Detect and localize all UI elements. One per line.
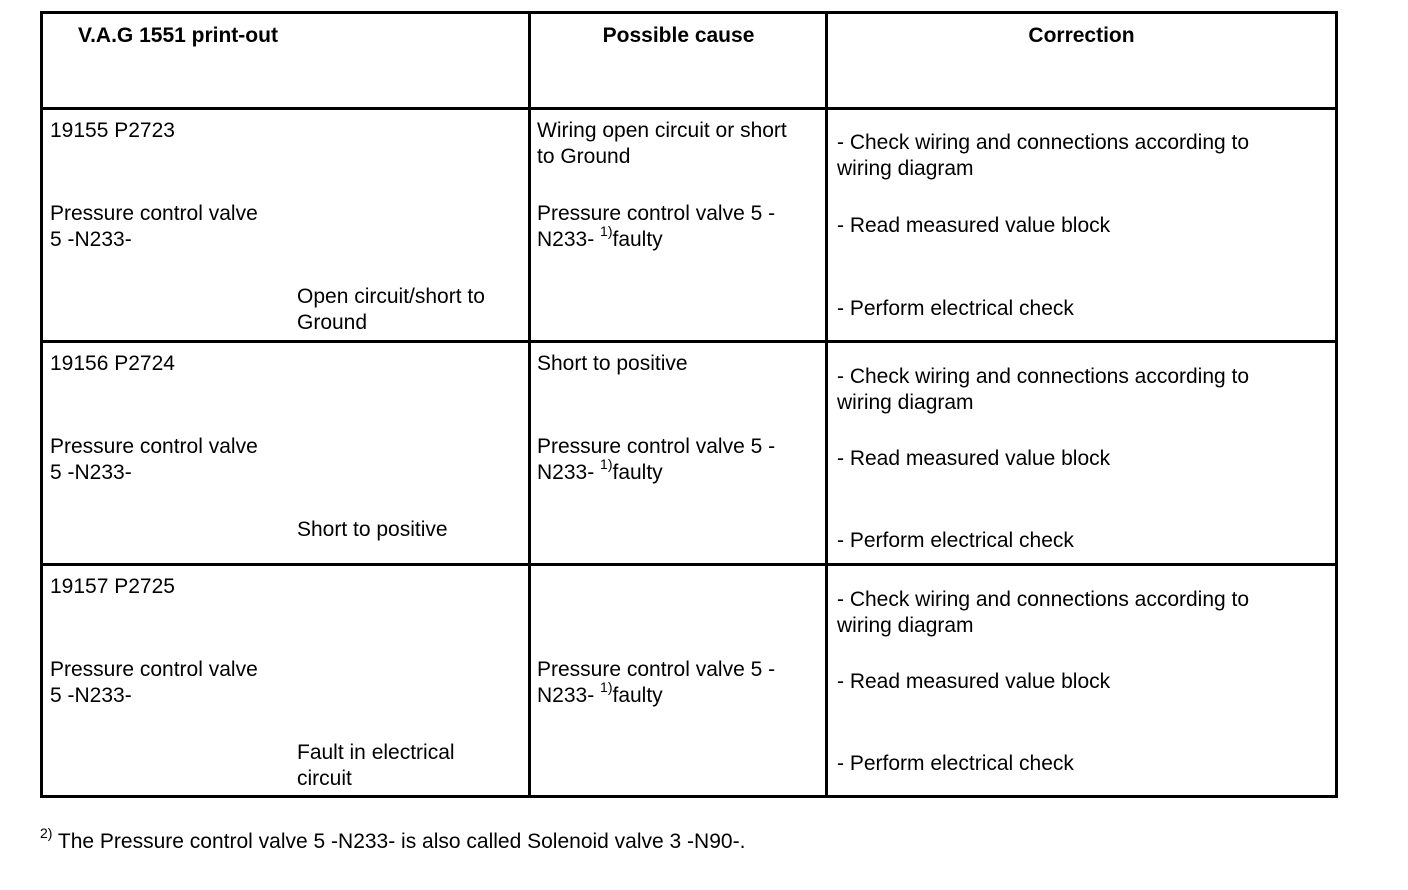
footnote-marker: 1) xyxy=(600,679,613,695)
cause-line: to Ground xyxy=(537,145,631,168)
fault-code: 19157 P2725 xyxy=(50,575,175,598)
correction-step xyxy=(837,587,1249,639)
footnote-marker: 1) xyxy=(600,456,613,472)
correction-step: - Read measured value block xyxy=(837,214,1111,237)
correction-line: wiring diagram xyxy=(837,391,974,414)
cause-text: N233- xyxy=(537,461,601,484)
fault-type xyxy=(297,284,485,336)
possible-cause xyxy=(537,434,775,486)
column-divider xyxy=(825,14,828,795)
cause-text: faulty xyxy=(612,461,663,484)
fault-code: 19156 P2724 xyxy=(50,352,175,375)
correction-step xyxy=(837,130,1249,182)
correction-step xyxy=(837,364,1249,416)
cause-line xyxy=(537,456,775,486)
possible-cause xyxy=(537,201,775,253)
cause-line: Wiring open circuit or short xyxy=(537,119,787,142)
component-name xyxy=(50,434,258,486)
correction-step: - Perform electrical check xyxy=(837,529,1074,552)
fault-type xyxy=(297,740,455,792)
component-line: Pressure control valve xyxy=(50,658,258,681)
component-line: 5 -N233- xyxy=(50,684,132,707)
header-possible-cause: Possible cause xyxy=(602,24,755,47)
component-name xyxy=(50,657,258,709)
footnote xyxy=(40,825,746,856)
correction-line: - Check wiring and connections according to xyxy=(837,588,1250,611)
correction-line: wiring diagram xyxy=(837,614,974,637)
component-line: Pressure control valve xyxy=(50,435,258,458)
header-correction: Correction xyxy=(1028,24,1135,47)
correction-line: wiring diagram xyxy=(837,157,974,180)
cause-line xyxy=(537,223,775,253)
footnote-marker: 2) xyxy=(40,825,53,841)
correction-line: - Check wiring and connections according to xyxy=(837,131,1250,154)
component-line: 5 -N233- xyxy=(50,228,132,251)
row-divider xyxy=(43,340,1335,343)
footnote-marker: 1) xyxy=(600,223,613,239)
component-name xyxy=(50,201,258,253)
cause-text: faulty xyxy=(612,228,663,251)
cause-line: Pressure control valve 5 - xyxy=(537,658,776,681)
header-divider xyxy=(43,107,1335,110)
fault-code: 19155 P2723 xyxy=(50,119,175,142)
component-line: Pressure control valve xyxy=(50,202,258,225)
cause-line: Pressure control valve 5 - xyxy=(537,435,776,458)
cause-line: Pressure control valve 5 - xyxy=(537,202,776,225)
column-divider xyxy=(528,14,531,795)
correction-step: - Read measured value block xyxy=(837,670,1111,693)
possible-cause: Short to positive xyxy=(537,352,688,375)
correction-step: - Perform electrical check xyxy=(837,752,1074,775)
cause-text: N233- xyxy=(537,228,601,251)
cause-text: N233- xyxy=(537,684,601,707)
cause-line xyxy=(537,679,775,709)
possible-cause xyxy=(537,657,775,709)
correction-line: - Check wiring and connections according to xyxy=(837,365,1250,388)
fault-type-line: Open circuit/short to xyxy=(297,285,485,308)
possible-cause xyxy=(537,118,787,170)
component-line: 5 -N233- xyxy=(50,461,132,484)
fault-type-line: Fault in electrical xyxy=(297,741,455,764)
fault-type-line: Ground xyxy=(297,311,368,334)
header-printout: V.A.G 1551 print-out xyxy=(78,24,278,47)
correction-step: - Perform electrical check xyxy=(837,297,1074,320)
row-divider xyxy=(43,563,1335,566)
correction-step: - Read measured value block xyxy=(837,447,1111,470)
footnote-text: The Pressure control valve 5 -N233- is also called Solenoid valve 3 -N90-. xyxy=(52,830,746,853)
fault-code-table xyxy=(40,11,1338,798)
fault-type-line: circuit xyxy=(297,767,352,790)
fault-type: Short to positive xyxy=(297,518,448,541)
cause-text: faulty xyxy=(612,684,663,707)
